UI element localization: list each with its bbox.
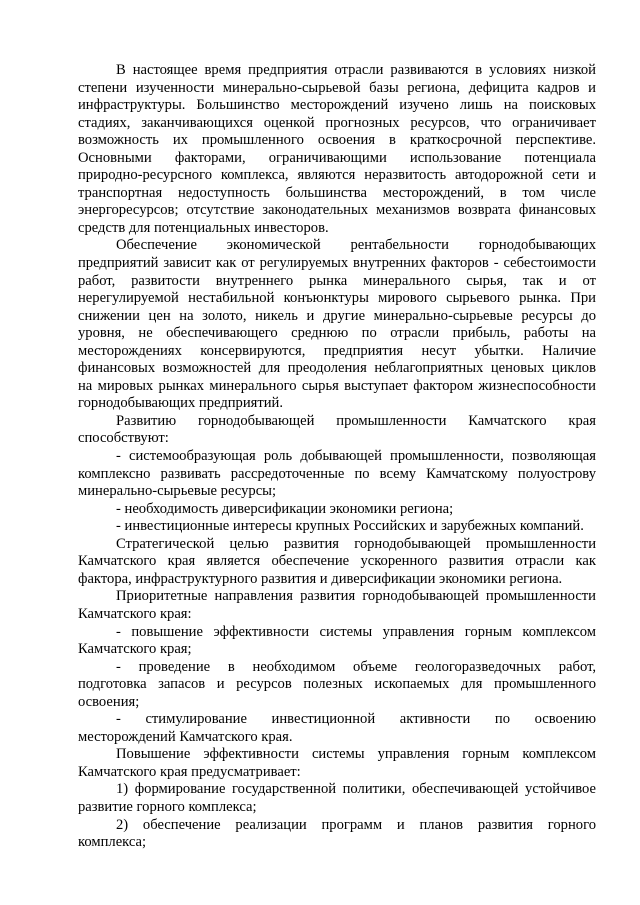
paragraph-current-conditions <box>78 62 596 237</box>
text-line: предприятий зависит как от регулируемых внутренних факторов - себестоимости <box>78 255 596 272</box>
text-line: - системообразующая роль добывающей промышленности, позволяющая <box>116 448 596 465</box>
list-item-investment-stimulation <box>78 711 596 746</box>
text-line: Камчатского края: <box>78 605 192 622</box>
text-line: стадиях, заканчивающихся оценкой прогнозных ресурсов, что ограничивает <box>78 114 596 131</box>
numbered-item-1-state-policy <box>78 781 596 816</box>
numbered-item-2-programs-implementation <box>78 817 596 852</box>
text-line: Приоритетные направления развития горнодобывающей промышленности <box>116 588 596 605</box>
text-line: уровня, не обеспечивающего среднюю по отрасли прибыль, работы на <box>78 325 596 342</box>
text-line: Камчатского края предусматривает: <box>78 763 301 780</box>
text-line: комплексно развивать рассредоточенные по всему Камчатскому полуострову <box>78 465 596 482</box>
text-line: Развитию горнодобывающей промышленности Камчатского края <box>116 412 596 429</box>
text-line: 1) формирование государственной политики, обеспечивающей устойчивое <box>116 781 596 798</box>
text-line: Обеспечение экономической рентабельности горнодобывающих <box>116 237 596 254</box>
paragraph-development-factors-intro <box>78 413 596 448</box>
text-line: - повышение эффективности системы управления горным комплексом <box>116 623 596 640</box>
text-line: энергоресурсов; отсутствие законодательных механизмов возврата финансовых <box>78 202 596 219</box>
text-line: Основными факторами, ограничивающими использование потенциала <box>78 149 596 166</box>
paragraph-priority-directions-intro <box>78 588 596 623</box>
text-line: подготовка запасов и ресурсов полезных ископаемых для промышленного <box>78 676 596 693</box>
paragraph-management-efficiency-provisions <box>78 746 596 781</box>
text-line: - инвестиционные интересы крупных Российских и зарубежных компаний. <box>116 518 584 535</box>
text-line: Повышение эффективности системы управления горным комплексом <box>116 746 596 763</box>
text-line: - проведение в необходимом объеме геологоразведочных работ, <box>116 658 596 675</box>
text-line: снижении цен на золото, никель и другие минерально-сырьевые ресурсы до <box>78 307 596 324</box>
text-line: транспортная недоступность большинства месторождений, в том числе <box>78 184 596 201</box>
text-line: Камчатского края; <box>78 641 192 658</box>
text-line: - стимулирование инвестиционной активности по освоению <box>116 711 596 728</box>
list-item-system-forming-role <box>78 448 596 501</box>
text-line: освоения; <box>78 693 140 710</box>
text-line: способствуют: <box>78 430 169 447</box>
text-line: работ, развитости внутреннего рынка минерального сырья, так и от <box>78 272 596 289</box>
text-line: В настоящее время предприятия отрасли развиваются в условиях низкой <box>116 62 596 78</box>
list-item-diversification-need <box>78 501 596 519</box>
text-line: Камчатского края является обеспечение ускоренного развития отрасли как <box>78 553 596 570</box>
list-item-management-efficiency <box>78 624 596 659</box>
text-line: на мировых рынках минерального сырья выступает фактором жизнеспособности <box>78 377 596 394</box>
list-item-geological-exploration <box>78 659 596 712</box>
text-line: возможность их промышленного освоения в краткосрочной перспективе. <box>78 132 596 149</box>
text-line: финансовых возможностей для преодоления неблагоприятных ценовых циклов <box>78 360 596 377</box>
text-line: горнодобывающих предприятий. <box>78 395 284 412</box>
text-line: месторождений Камчатского края. <box>78 728 293 745</box>
text-line: степени изученности минерально-сырьевой базы региона, дефицита кадров и <box>78 79 596 96</box>
paragraph-strategic-goal <box>78 536 596 589</box>
text-line: развитие горного комплекса; <box>78 798 257 815</box>
text-line: минерально-сырьевые ресурсы; <box>78 483 277 500</box>
paragraph-economic-profitability <box>78 237 596 412</box>
text-line: нерегулируемой нестабильной конъюнктуры мирового сырьевого рынка. При <box>78 290 596 307</box>
text-line: природно-ресурсного комплекса, являются неразвитость автодорожной сети и <box>78 167 596 184</box>
text-line: месторождениях консервируются, предприятия несут убытки. Наличие <box>78 342 596 359</box>
text-line: средств для потенциальных инвесторов. <box>78 219 329 236</box>
document-body <box>78 62 596 852</box>
text-line: фактора, инфраструктурного развития и диверсификации экономики региона. <box>78 570 563 587</box>
text-line: 2) обеспечение реализации программ и планов развития горного <box>116 816 596 833</box>
text-line: - необходимость диверсификации экономики региона; <box>116 500 454 517</box>
text-line: Стратегической целью развития горнодобывающей промышленности <box>116 535 596 552</box>
list-item-investment-interests <box>78 518 596 536</box>
text-line: комплекса; <box>78 834 147 851</box>
text-line: инфраструктуры. Большинство месторождений изучено лишь на поисковых <box>78 97 596 114</box>
